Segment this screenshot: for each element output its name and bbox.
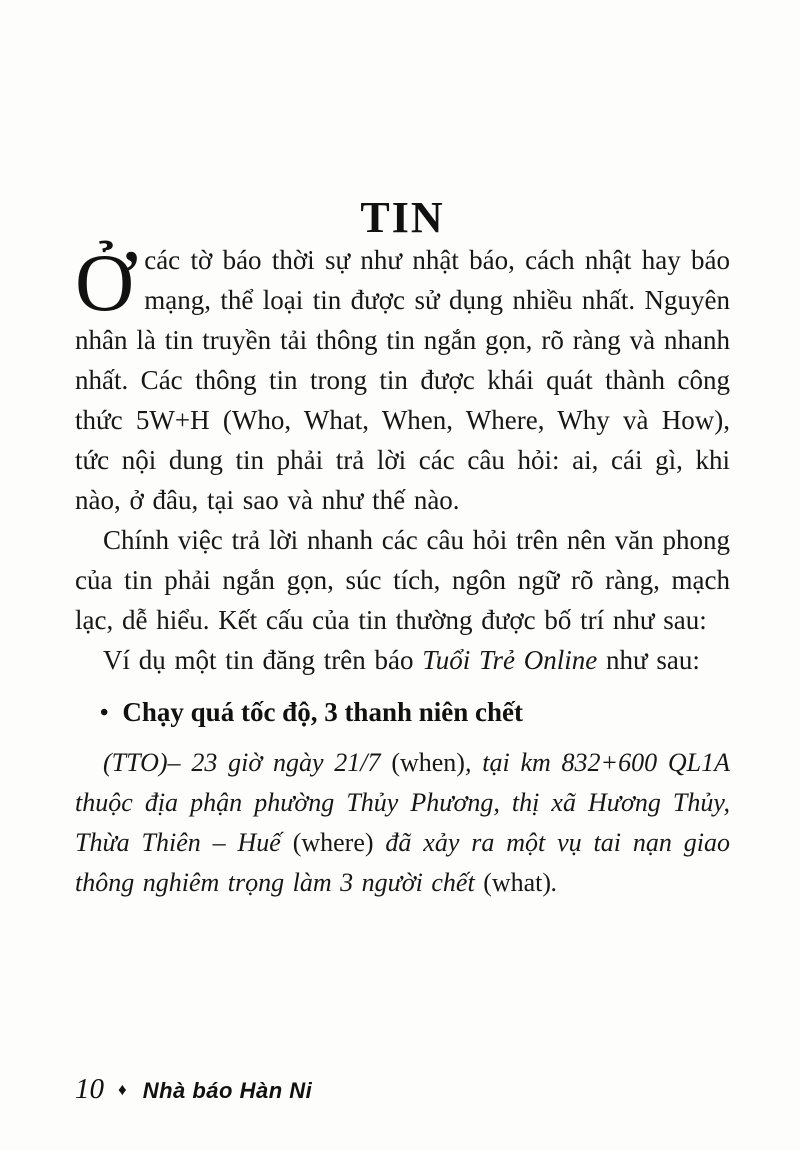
structure-paragraph: Chính việc trả lời nhanh các câu hỏi trên nên văn phong của tin phải ngắn gọn, súc tích, ngôn ngữ rõ ràng, mạch lạc, dễ hiểu. Kết cấu của tin thường được bố trí như sau: [75,525,730,635]
page-number: 10 [75,1073,104,1105]
when-label: (when) [391,748,465,777]
example-intro-suffix: như sau: [597,645,700,675]
news-body-paragraph [75,743,730,903]
news-headline [75,692,730,733]
newspaper-name: Tuổi Trẻ Online [422,645,598,675]
book-title: Nhà báo Hàn Ni [142,1078,313,1103]
chapter-title: TIN [360,193,445,242]
bullet-icon: • [100,700,109,726]
where-label: (where) [292,828,374,857]
example-intro-paragraph [75,640,730,680]
news-headline-text: Chạy quá tốc độ, 3 thanh niên chết [122,697,523,727]
news-body-part3: đã xảy ra một vụ tai nạn giao thông nghiêm trọng làm 3 người chết [75,828,730,897]
page-footer [75,1073,312,1106]
what-label: (what) [483,868,552,897]
diamond-icon: ♦ [118,1080,127,1099]
intro-paragraph-text: các tờ báo thời sự như nhật báo, cách nhật hay báo mạng, thể loại tin được sử dụng nhiều nhất. Nguyên nhân là tin truyền tải thông tin ngắn gọn, rõ ràng và nhanh nhất. Các thông tin trong tin được khái quát thành công thức 5W+H (Who, What, When, Where, Why và How), tức nội dung tin phải trả lời các câu hỏi: ai, cái gì, khi nào, ở đâu, tại sao và như thế nào. [75,245,730,515]
example-intro-prefix: Ví dụ một tin đăng trên báo [103,645,423,675]
news-body-part2: , tại km 832+600 QL1A thuộc địa phận phường Thủy Phương, thị xã Hương Thủy, Thừa Thiên – Huế [75,748,730,857]
drop-cap: Ở [75,237,135,328]
news-body-part1: (TTO)– 23 giờ ngày 21/7 [103,748,392,777]
news-body-part4: . [551,868,558,897]
intro-paragraph [75,237,730,520]
